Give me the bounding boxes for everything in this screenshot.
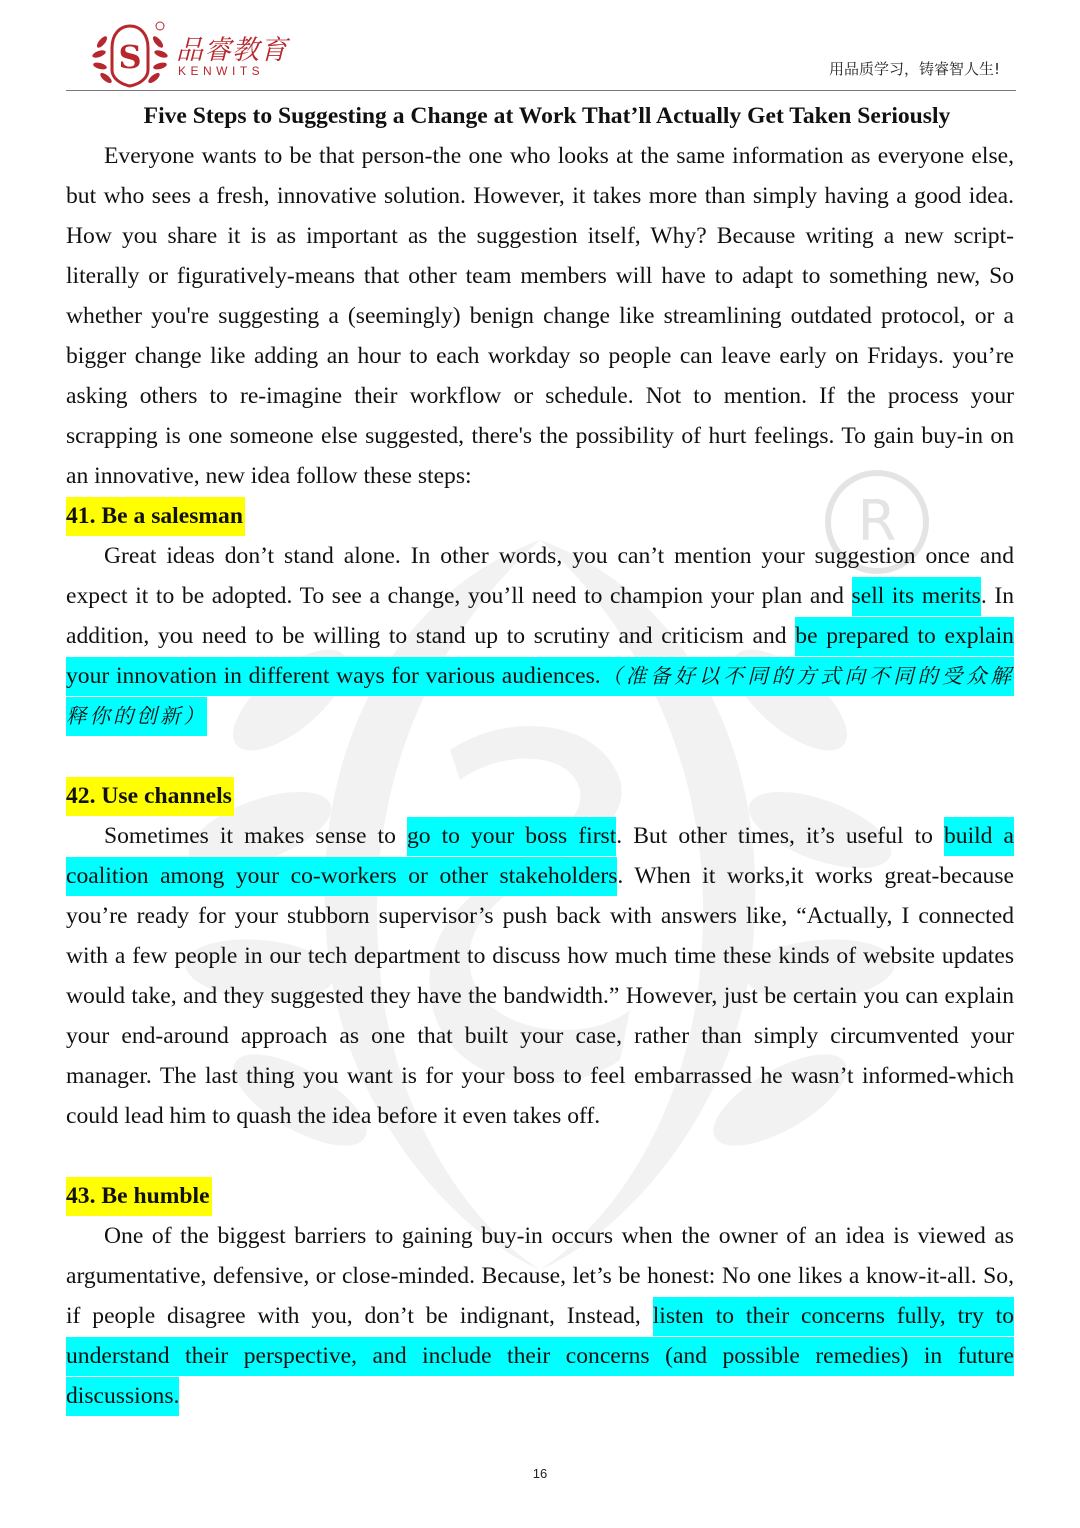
highlight-phrase: sell its merits	[852, 577, 981, 616]
highlight-phrase: go to your boss first	[407, 817, 616, 856]
intro-paragraph: Everyone wants to be that person-the one who looks at the same information as everyone else, but who sees a fresh, innovative solution. However, it takes more than simply having a good idea. How you share it is as important as the suggestion itself, Why? Because writing a new script-literally or figuratively-means that other team members will have to adapt to something new, So whether you're suggesting a (seemingly) benign change like streamlining outdated protocol, or a bigger change like adding an hour to each workday so people can leave early on Fridays. you’re asking others to re-imagine their workflow or schedule. Not to mention. If the process your scrapping is one someone else suggested, there's the possibility of hurt feelings. To gain buy-in on an innovative, new idea follow these steps:	[66, 143, 1014, 489]
page-header	[66, 14, 1016, 92]
highlight-phrase: build a coalition among your co-workers or other stakeholders	[66, 817, 1014, 896]
header-slogan: 用品质学习，铸睿智人生!	[828, 60, 1000, 78]
kenwits-logo-icon	[90, 18, 170, 94]
section-heading-41: 41. Be a salesman	[66, 496, 1014, 536]
chinese-translation: （准备好以不同的方式向不同的受众解释你的创新）	[66, 664, 1014, 728]
svg-text:S: S	[118, 38, 142, 76]
section-heading-43: 43. Be humble	[66, 1176, 1014, 1216]
brand-name-chinese: 品睿教育	[176, 35, 288, 66]
registered-mark-watermark: R	[825, 470, 929, 574]
page-number: 16	[532, 1466, 548, 1481]
header-divider	[66, 90, 1016, 91]
article-title: Five Steps to Suggesting a Change at Work That’ll Actually Get Taken Seriously	[143, 103, 951, 129]
highlight-phrase: listen to their concerns fully, try to understand their perspective, and include their concerns (and possible remedies) in future discussions.	[66, 1297, 1014, 1416]
section-heading-42: 42. Use channels	[66, 776, 1014, 816]
article-content	[66, 96, 1014, 1416]
highlight-phrase: be prepared to explain your innovation in different ways for various audiences.（准备好以不同的方式向不同的受众解释你的创新）	[66, 617, 1014, 736]
section-41-paragraph: Great ideas don’t stand alone. In other words, you can’t mention your suggestion once and expect it to be adopted. To see a change, you’ll need to champion your plan and sell its merits. In addition, you need to be willing to stand up to scrutiny and criticism and be prepared to explain your innovation in different ways for various audiences.（准备好以不同的方式向不同的受众解释你的创新）	[66, 536, 1014, 736]
section-43-paragraph: One of the biggest barriers to gaining buy-in occurs when the owner of an idea is viewed as argumentative, defensive, or close-minded. Because, let’s be honest: No one likes a know-it-all. So, if people disagree with you, don’t be indignant, Instead, listen to their concerns fully, try to understand their perspective, and include their concerns (and possible remedies) in future discussions.	[66, 1216, 1014, 1416]
brand-name-english: KENWITS	[178, 64, 265, 78]
section-42-paragraph: Sometimes it makes sense to go to your boss first. But other times, it’s useful to build a coalition among your co-workers or other stakeholders. When it works,it works great-because you’re ready for your stubborn supervisor’s push back with answers like, “Actually, I connected with a few people in our tech department to discuss how much time these kinds of website updates would take, and they suggested they have the bandwidth.” However, just be certain you can explain your end-around approach as one that built your case, rather than simply circumvented your manager. The last thing you want is for your boss to feel embarrassed he wasn’t informed-which could lead him to quash the idea before it even takes off.	[66, 816, 1014, 1136]
